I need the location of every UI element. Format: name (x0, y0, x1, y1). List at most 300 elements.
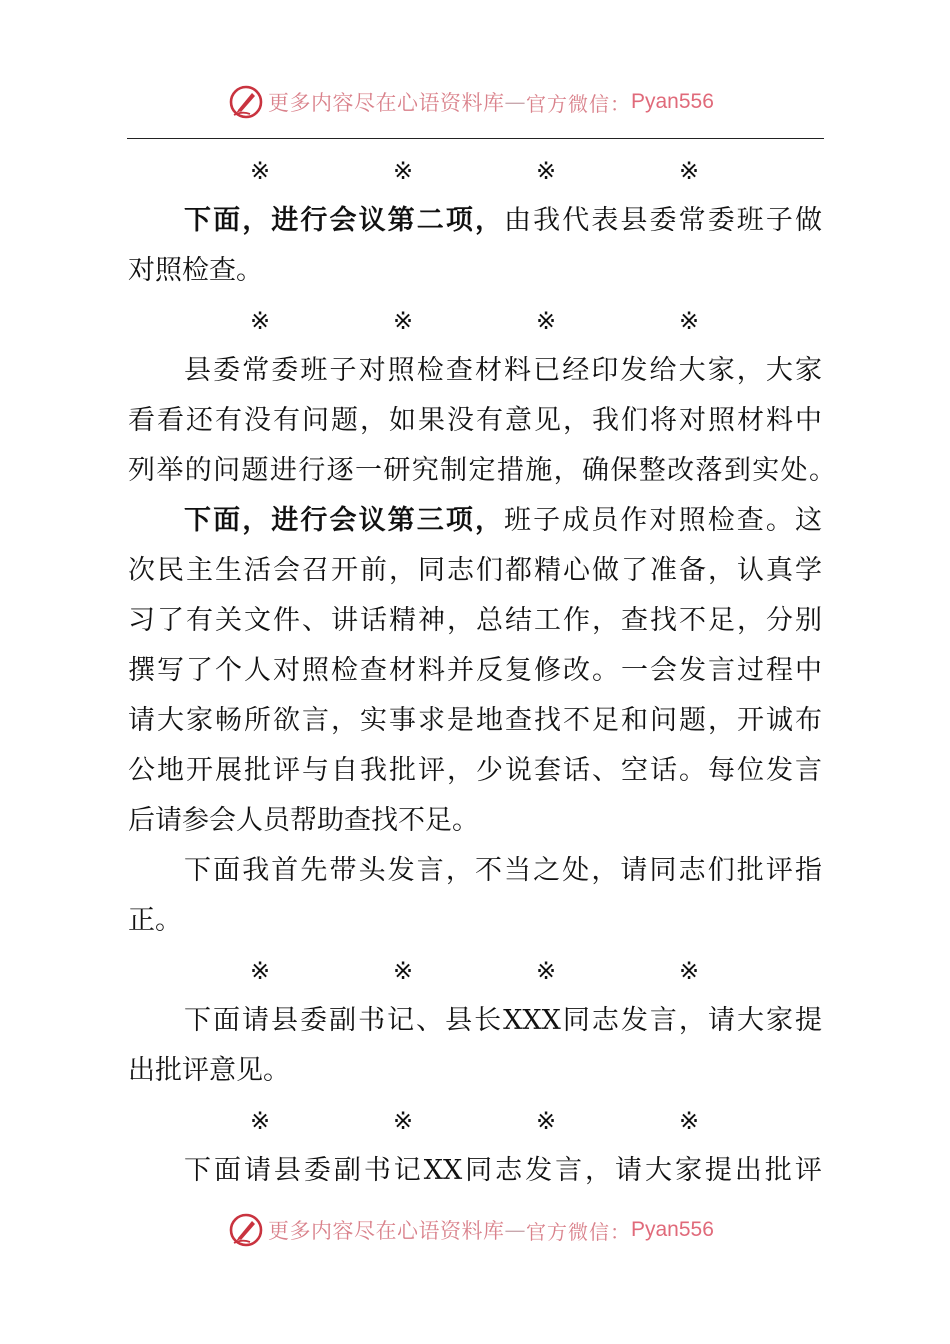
text-char: 请 (707, 1005, 735, 1036)
text-char: 究 (411, 455, 439, 486)
text-char: 我 (533, 205, 561, 236)
text-char: 查 (445, 355, 473, 386)
text-char: 子 (329, 355, 357, 386)
text-char: 照 (302, 655, 329, 686)
text-char: 位 (737, 755, 764, 786)
text-char: 保 (610, 455, 638, 486)
text-char: 改 (667, 455, 695, 486)
text-char: 进 (269, 455, 297, 486)
text-char: 委 (707, 205, 735, 236)
text-char: 做 (794, 205, 822, 236)
text-char: 认 (737, 555, 764, 586)
text-char: 我 (360, 755, 387, 786)
text-char: 评 (273, 755, 300, 786)
reference-mark-icon: ※ (249, 157, 271, 185)
paragraph-line: 后请参会人员帮助查找不足。 (128, 805, 479, 836)
text-char: 一 (355, 455, 382, 486)
text-char: 。 (592, 655, 619, 686)
text-char: 们 (476, 555, 503, 586)
text-char: 发 (766, 755, 793, 786)
text-char: 反 (476, 655, 503, 686)
text-char: 下 (184, 1155, 211, 1186)
text-char: ， (736, 355, 764, 386)
text-char: 请 (620, 855, 648, 886)
text-char: 当 (504, 855, 532, 886)
text-char: 县 (184, 355, 211, 386)
text-char: 对 (358, 355, 386, 386)
text-char: 批 (764, 1155, 792, 1186)
text-char: 提 (704, 1155, 732, 1186)
paragraph-line (128, 496, 822, 546)
text-char: 经 (562, 355, 590, 386)
text-char: 同 (649, 855, 677, 886)
text-char: 代 (562, 205, 590, 236)
text-char: 委 (649, 205, 677, 236)
text-char: 有 (273, 405, 300, 436)
text-char: 不 (563, 705, 590, 736)
paragraph-line (128, 996, 822, 1046)
text-char: 印 (591, 355, 619, 386)
text-char: 了 (157, 605, 184, 636)
text-char: 自 (331, 755, 358, 786)
text-char: 二 (416, 205, 444, 236)
text-char: 批 (244, 755, 271, 786)
text-char: 有 (186, 605, 213, 636)
text-char: 常 (678, 205, 706, 236)
text-char: ， (678, 1005, 706, 1036)
text-char: 班 (504, 505, 532, 536)
text-char: 已 (533, 355, 561, 386)
text-char: 表 (591, 205, 619, 236)
text-char: 程 (766, 655, 793, 686)
reference-mark-icon: ※ (678, 957, 700, 985)
text-char: 项 (445, 205, 473, 236)
text-char: 材 (474, 355, 502, 386)
text-char: 落 (695, 455, 723, 486)
watermark-text: 更多内容尽在心语资料库 (268, 1219, 505, 1243)
text-char: 提 (794, 1005, 822, 1036)
text-char: 请 (243, 1155, 271, 1186)
paragraph-line (128, 396, 822, 446)
watermark-text: 更多内容尽在心语资料库 (268, 91, 505, 115)
text-char: 议 (358, 205, 386, 236)
text-char: 查 (736, 505, 764, 536)
text-char: 精 (534, 555, 561, 586)
text-char: 题 (241, 455, 269, 486)
text-char: 们 (621, 405, 648, 436)
text-char: 布 (795, 705, 822, 736)
text-char: 到 (723, 455, 751, 486)
text-char: 发 (620, 1005, 648, 1036)
text-char: 看 (157, 405, 184, 436)
text-char: 三 (416, 505, 444, 536)
text-char: 发 (525, 1155, 553, 1186)
reference-mark-icon: ※ (392, 957, 414, 985)
text-char: 会 (273, 555, 300, 586)
text-char: 我 (592, 405, 619, 436)
text-char: 志 (678, 855, 706, 886)
text-char: 请 (128, 705, 155, 736)
text-char: 习 (128, 605, 155, 636)
paragraph-line (128, 546, 822, 596)
paragraph-line (128, 846, 822, 896)
text-char: 精 (389, 605, 416, 636)
text-char: 制 (440, 455, 468, 486)
text-char: 班 (736, 205, 764, 236)
text-char: 言 (795, 755, 822, 786)
text-char: 给 (649, 355, 677, 386)
text-char: 对 (679, 405, 706, 436)
text-char: 言 (555, 1155, 583, 1186)
text-char: ， (474, 505, 502, 536)
paragraph-line (128, 746, 822, 796)
paragraph-line (128, 696, 822, 746)
text-char: 下 (184, 855, 211, 886)
text-char: 总 (476, 605, 503, 636)
text-char: 志 (495, 1155, 523, 1186)
text-char: 实 (752, 455, 780, 486)
text-char: 照 (678, 505, 706, 536)
text-char: 委 (213, 355, 241, 386)
reference-mark-icon: ※ (678, 157, 700, 185)
text-char: 前 (360, 555, 387, 586)
text-char: 定 (468, 455, 496, 486)
paragraph-line (128, 1146, 822, 1196)
watermark-wechat-id: Pyan556 (631, 90, 714, 113)
text-char: 会 (650, 655, 677, 686)
text-char: 由 (504, 205, 532, 236)
watermark-wechat-label: 官方微信： (526, 1219, 631, 1244)
paragraph-line (128, 646, 822, 696)
text-char: 出 (734, 1155, 762, 1186)
text-char: 行 (300, 205, 328, 236)
text-char: 施 (525, 455, 553, 486)
text-char: 准 (650, 555, 677, 586)
text-char: ， (585, 1155, 613, 1186)
text-char: 评 (794, 1155, 822, 1186)
paragraph-line (128, 446, 836, 496)
text-char: 项 (445, 505, 473, 536)
text-char: 撰 (128, 655, 155, 686)
text-char: ， (360, 405, 387, 436)
text-char: 家 (674, 1155, 702, 1186)
text-char: 发 (620, 355, 648, 386)
text-char: 空 (621, 755, 648, 786)
reference-mark-icon: ※ (249, 1107, 271, 1135)
text-char: 下 (184, 205, 211, 236)
text-char: 别 (795, 605, 822, 636)
paragraph-line (128, 596, 822, 646)
text-char: 作 (620, 505, 648, 536)
text-char: ， (737, 605, 764, 636)
text-char: 同 (465, 1155, 493, 1186)
text-char: 言 (649, 1005, 677, 1036)
text-char: ， (331, 705, 358, 736)
text-char: 件 (273, 605, 300, 636)
text-char: 结 (505, 605, 532, 636)
section-separator (128, 946, 822, 996)
text-char: ， (563, 405, 590, 436)
text-char: 措 (496, 455, 524, 486)
text-char: 话 (650, 755, 677, 786)
text-char: 有 (476, 405, 503, 436)
text-char: XXX (503, 1005, 561, 1036)
text-char: 子 (765, 205, 793, 236)
text-char: 子 (533, 505, 561, 536)
reference-mark-icon: ※ (535, 307, 557, 335)
pen-logo-icon (228, 1212, 264, 1248)
text-char: 请 (615, 1155, 643, 1186)
reference-mark-icon: ※ (535, 957, 557, 985)
text-char: 活 (244, 555, 271, 586)
text-char: 个 (215, 655, 242, 686)
text-char: 举 (156, 455, 184, 486)
text-char: 评 (765, 855, 793, 886)
text-char: 果 (418, 405, 445, 436)
reference-mark-icon: ※ (392, 1107, 414, 1135)
text-char: 实 (360, 705, 387, 736)
text-char: 查 (621, 605, 648, 636)
text-char: 检 (331, 655, 358, 686)
text-char: 套 (534, 755, 561, 786)
text-char: 县 (273, 1155, 301, 1186)
text-char: 常 (242, 355, 270, 386)
paragraph-line: 对照检查。 (128, 255, 263, 286)
text-char: 先 (300, 855, 328, 886)
text-char: 话 (563, 755, 590, 786)
text-char: 民 (157, 555, 184, 586)
text-char: 家 (186, 705, 213, 736)
text-char: ， (708, 705, 735, 736)
reference-mark-icon: ※ (392, 157, 414, 185)
text-char: ， (592, 605, 619, 636)
text-char: 行 (300, 505, 328, 536)
text-char: 真 (766, 555, 793, 586)
text-char: 主 (186, 555, 213, 586)
text-char: 料 (418, 655, 445, 686)
text-char: 看 (128, 405, 155, 436)
text-char: 书 (358, 1005, 386, 1036)
text-char: 头 (358, 855, 386, 886)
text-char: 副 (329, 1005, 357, 1036)
reference-mark-icon: ※ (249, 307, 271, 335)
text-char: 大 (678, 355, 706, 386)
text-char: 委 (303, 1155, 331, 1186)
text-char: 长 (474, 1005, 502, 1036)
text-char: 评 (418, 755, 445, 786)
text-char: 县 (271, 1005, 299, 1036)
text-char: 问 (650, 705, 677, 736)
text-char: 照 (387, 355, 415, 386)
text-char: 求 (418, 705, 445, 736)
text-char: 面 (213, 205, 241, 236)
text-char: 公 (128, 755, 155, 786)
text-char: ， (447, 605, 474, 636)
text-char: 首 (271, 855, 299, 886)
text-char: 议 (358, 505, 386, 536)
text-char: 成 (562, 505, 590, 536)
text-char: 没 (447, 405, 474, 436)
text-char: 与 (302, 755, 329, 786)
text-char: 开 (186, 755, 213, 786)
reference-mark-icon: ※ (678, 1107, 700, 1135)
paragraph-line (128, 346, 822, 396)
text-char: 行 (298, 455, 326, 486)
text-char: 并 (447, 655, 474, 686)
text-char: 、 (302, 605, 329, 636)
text-char: 确 (582, 455, 609, 486)
text-char: XX (423, 1155, 463, 1186)
text-char: 。 (809, 455, 836, 486)
text-char: 话 (360, 605, 387, 636)
text-char: 副 (333, 1155, 361, 1186)
text-char: 整 (638, 455, 666, 486)
text-char: 过 (737, 655, 764, 686)
text-char: 找 (534, 705, 561, 736)
text-char: 对 (273, 655, 300, 686)
text-char: 找 (650, 605, 677, 636)
text-char: 同 (562, 1005, 590, 1036)
text-char: 我 (242, 855, 270, 886)
document-body (128, 146, 836, 1196)
text-char: 写 (157, 655, 184, 686)
text-char: 不 (474, 855, 502, 886)
text-char: 开 (331, 555, 358, 586)
text-char: 足 (592, 705, 619, 736)
text-char: 言 (302, 705, 329, 736)
reference-mark-icon: ※ (678, 307, 700, 335)
text-char: 问 (302, 405, 329, 436)
text-char: 还 (186, 405, 213, 436)
header-watermark (228, 82, 714, 122)
text-char: 心 (563, 555, 590, 586)
text-char: 批 (389, 755, 416, 786)
text-char: 复 (505, 655, 532, 686)
text-char: 是 (447, 705, 474, 736)
text-char: 备 (679, 555, 706, 586)
text-char: 会 (329, 505, 357, 536)
text-char: 足 (708, 605, 735, 636)
text-char: 查 (360, 655, 387, 686)
watermark-separator: — (504, 1218, 526, 1242)
text-char: 工 (534, 605, 561, 636)
text-char: 不 (679, 605, 706, 636)
text-char: 带 (329, 855, 357, 886)
text-char: 了 (621, 555, 648, 586)
text-char: 如 (389, 405, 416, 436)
reference-mark-icon: ※ (392, 307, 414, 335)
text-char: 诚 (766, 705, 793, 736)
text-char: 家 (794, 355, 822, 386)
text-char: 逐 (326, 455, 354, 486)
text-char: 开 (737, 705, 764, 736)
text-char: 列 (128, 455, 155, 486)
text-char: ， (242, 205, 270, 236)
text-char: 一 (621, 655, 648, 686)
text-char: ， (553, 455, 581, 486)
text-char: 事 (389, 705, 416, 736)
header-divider (127, 138, 824, 139)
text-char: 发 (679, 655, 706, 686)
text-char: ， (474, 205, 502, 236)
text-char: 中 (795, 405, 822, 436)
text-char: 人 (244, 655, 271, 686)
text-char: 家 (765, 1005, 793, 1036)
text-char: ， (389, 555, 416, 586)
text-char: 们 (707, 855, 735, 886)
text-char: 讲 (331, 605, 358, 636)
text-char: 修 (534, 655, 561, 686)
text-char: ， (242, 505, 270, 536)
text-char: 材 (737, 405, 764, 436)
text-char: 、 (416, 1005, 444, 1036)
text-char: 题 (679, 705, 706, 736)
paragraph-line: 出批评意见。 (128, 1055, 290, 1086)
section-separator (128, 296, 822, 346)
text-char: 之 (533, 855, 561, 886)
text-char: 批 (736, 855, 764, 886)
section-separator (128, 1096, 822, 1146)
text-char: 指 (794, 855, 822, 886)
text-char: 展 (215, 755, 242, 786)
text-char: 和 (621, 705, 648, 736)
text-char: 对 (649, 505, 677, 536)
text-char: 生 (215, 555, 242, 586)
text-char: 志 (447, 555, 474, 586)
text-char: 神 (418, 605, 445, 636)
text-char: 下 (184, 1005, 211, 1036)
text-char: 查 (505, 705, 532, 736)
text-char: 面 (213, 505, 241, 536)
text-char: ， (447, 755, 474, 786)
watermark-wechat-label: 官方微信： (526, 91, 631, 116)
text-char: 大 (736, 1005, 764, 1036)
text-char: 题 (331, 405, 358, 436)
text-char: 每 (708, 755, 735, 786)
text-char: 、 (592, 755, 619, 786)
text-char: 的 (184, 455, 212, 486)
text-char: 检 (416, 355, 444, 386)
text-char: 言 (708, 655, 735, 686)
text-char: 面 (213, 1155, 241, 1186)
text-char: 材 (389, 655, 416, 686)
text-char: 关 (215, 605, 242, 636)
text-char: 有 (215, 405, 242, 436)
text-char: 。 (679, 755, 706, 786)
text-char: 第 (387, 505, 415, 536)
text-char: 下 (184, 505, 211, 536)
text-char: 少 (476, 755, 503, 786)
text-char: 照 (708, 405, 735, 436)
text-char: 次 (128, 555, 155, 586)
text-char: 料 (504, 355, 532, 386)
text-char: 记 (393, 1155, 421, 1186)
text-char: 员 (591, 505, 619, 536)
text-char: 了 (186, 655, 213, 686)
text-char: 研 (383, 455, 411, 486)
text-char: 家 (707, 355, 735, 386)
text-char: 畅 (215, 705, 242, 736)
text-char: 进 (271, 205, 299, 236)
text-char: 面 (213, 1005, 241, 1036)
text-char: 学 (795, 555, 822, 586)
text-char: ， (708, 555, 735, 586)
text-char: 言 (416, 855, 444, 886)
text-char: 班 (300, 355, 328, 386)
watermark-separator: — (504, 90, 526, 114)
text-char: 问 (213, 455, 241, 486)
text-char: 发 (387, 855, 415, 886)
